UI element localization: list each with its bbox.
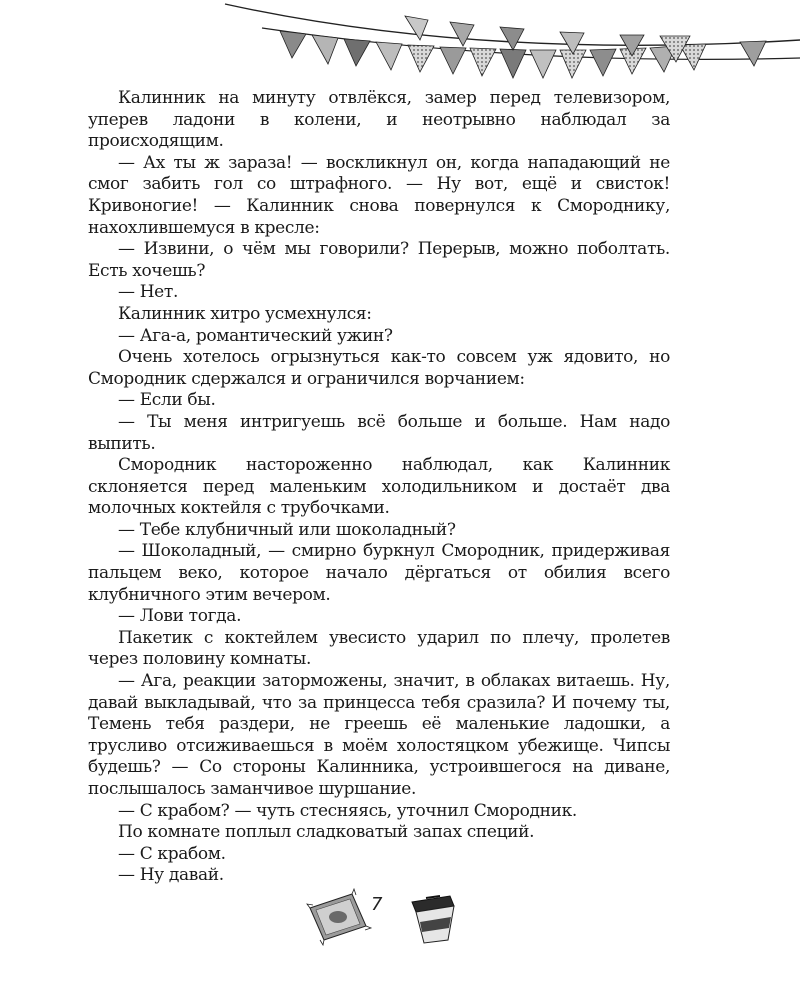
paragraph: — Тебе клубничный или шоколадный? — [118, 519, 456, 540]
paragraph: — Извини, о чём мы говорили? Перерыв, можно поболтать. Есть хочешь? — [88, 239, 670, 281]
paragraph: — С крабом. — [118, 843, 226, 864]
milkshake-cup-icon — [412, 896, 454, 943]
page-number: 7 — [371, 894, 383, 915]
paragraph: Пакетик с коктейлем увесисто ударил по плечу, пролетев через половину комнаты. — [88, 627, 670, 670]
paragraph: Калинник хитро усмехнулся: — [118, 303, 372, 324]
paragraph: — Нет. — [118, 282, 178, 303]
paragraph: — Ну давай. — [118, 865, 224, 886]
paragraph: — Лови тогда. — [118, 606, 242, 627]
paragraph: Очень хотелось огрызнуться как-то совсем уж ядовито, но Смородник сдержался и ограничился ворчанием: — [88, 347, 670, 389]
paragraph: — Ага-а, романтический ужин? — [118, 325, 393, 346]
bunting-garland — [0, 0, 800, 90]
paragraph: — Ты меня интригуешь всё больше и больше. Нам надо выпить. — [88, 411, 670, 454]
paragraph: Калинник на минуту отвлёкся, замер перед телевизором, уперев ладони в колени, и неотрывно наблюдал за происходящим. — [88, 88, 670, 152]
page-text — [88, 88, 670, 887]
chips-bag-icon — [307, 889, 371, 945]
footer-decoration — [300, 888, 500, 948]
paragraph: — Ага, реакции заторможены, значит, в облаках витаешь. Ну, давай выкладывай, что за принцесса тебя сразила? И почему ты, Темень тебя раздери, не греешь её маленькие ладошки, а трусливо отсиживаешься в моём холостяцком убежище. Чипсы будешь? — Со стороны Калинника, устроившегося на диване, послышалось заманчивое шуршание. — [88, 671, 670, 799]
paragraph: — Ах ты ж зараза! — воскликнул он, когда нападающий не смог забить гол со штрафного. — Ну вот, ещё и свисток! Кривоногие! — Калинник снова повернулся к Смороднику, нахохлившемуся в кресле: — [88, 152, 670, 238]
paragraph: — С крабом? — чуть стесняясь, уточнил Смородник. — [118, 800, 577, 821]
paragraph: Смородник настороженно наблюдал, как Калинник склоняется перед маленьким холодильником и достаёт два молочных коктейля с трубочками. — [88, 455, 670, 519]
paragraph: — Если бы. — [118, 390, 216, 411]
paragraph: По комнате поплыл сладковатый запах специй. — [118, 822, 535, 843]
paragraph: — Шоколадный, — смирно буркнул Смородник, придерживая пальцем веко, которое начало дёргаться от обилия всего клубничного этим вечером. — [88, 541, 670, 605]
